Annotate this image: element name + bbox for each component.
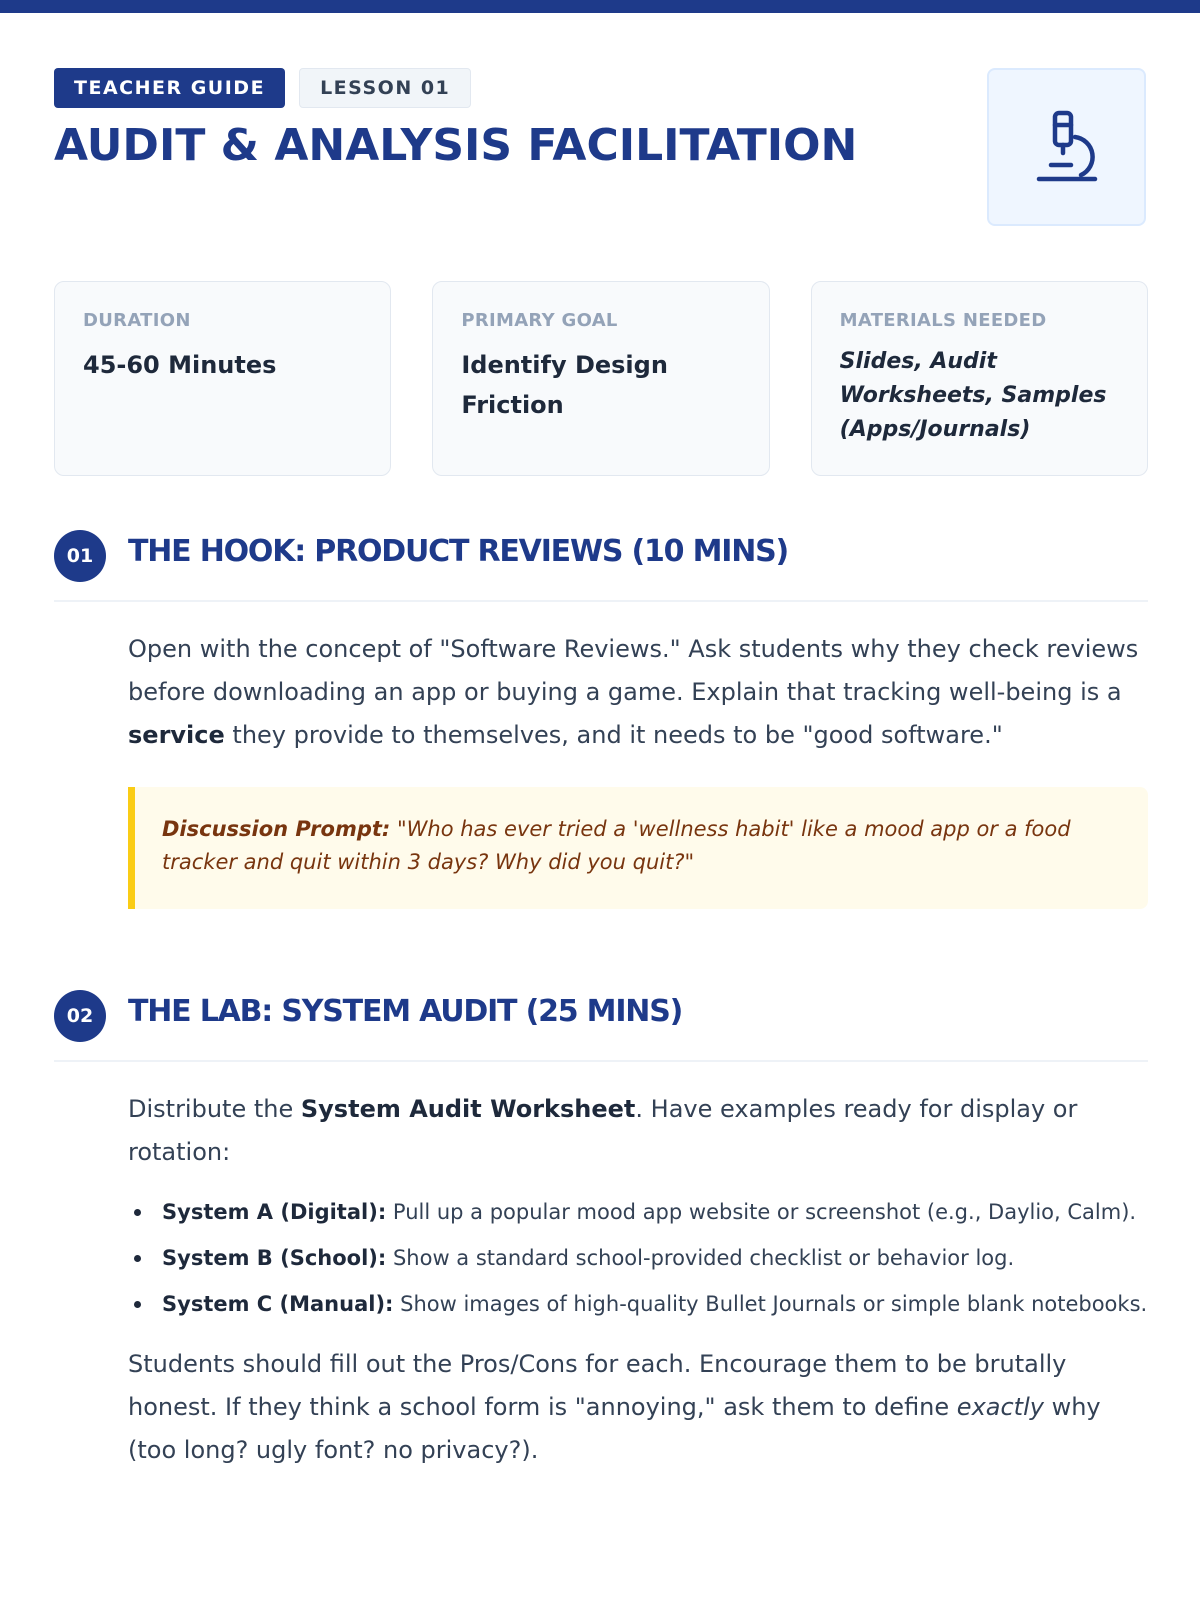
badge-group bbox=[54, 68, 471, 108]
section-lab bbox=[54, 990, 1148, 1472]
section-number-badge: 02 bbox=[54, 990, 106, 1042]
section-header bbox=[54, 990, 1148, 1062]
teacher-guide-page bbox=[54, 0, 1148, 1464]
section-title: THE HOOK: PRODUCT REVIEWS (10 MINS) bbox=[128, 534, 789, 569]
system-examples-list bbox=[128, 1196, 1148, 1321]
item-text: Show images of high-quality Bullet Journals or simple blank notebooks. bbox=[393, 1292, 1148, 1316]
card-label: DURATION bbox=[83, 310, 191, 331]
duration-card bbox=[54, 281, 391, 476]
primary-goal-card bbox=[432, 281, 769, 476]
emphasis-text: exactly bbox=[956, 1393, 1044, 1421]
section-header bbox=[54, 530, 1148, 602]
text-run: Students should fill out the Pros/Cons for each. Encourage them to be brutally honest. If they think a school form is "annoying," ask them to define bbox=[128, 1350, 1067, 1421]
callout-text: "Who has ever tried a 'wellness habit' like a mood app or a food tracker and quit within 3 days? Why did you quit?" bbox=[162, 817, 1071, 874]
section-number-badge: 01 bbox=[54, 530, 106, 582]
section-body bbox=[128, 628, 1148, 909]
section-title: THE LAB: SYSTEM AUDIT (25 MINS) bbox=[128, 994, 683, 1029]
callout-label: Discussion Prompt: bbox=[162, 817, 391, 841]
section-hook bbox=[54, 530, 1148, 909]
card-value: Slides, Audit Worksheets, Samples (Apps/Journals) bbox=[839, 349, 1107, 442]
discussion-prompt-callout bbox=[128, 787, 1148, 909]
list-item bbox=[128, 1242, 1148, 1275]
emphasis-text: service bbox=[128, 721, 225, 749]
list-item bbox=[128, 1288, 1148, 1321]
item-text: Show a standard school-provided checklist or behavior log. bbox=[386, 1246, 1015, 1270]
lesson-info-cards bbox=[54, 281, 1148, 476]
list-item bbox=[128, 1196, 1148, 1229]
bullet-dot bbox=[134, 1255, 141, 1262]
bullet-dot bbox=[134, 1209, 141, 1216]
lesson-badge: LESSON 01 bbox=[299, 68, 471, 108]
text-run: why (too long? ugly font? no privacy?). bbox=[128, 1393, 1101, 1464]
text-run: Open with the concept of "Software Reviews." Ask students why they check reviews before downloading an app or buying a game. Explain that tracking well-being is a bbox=[128, 635, 1139, 706]
page-header bbox=[54, 0, 1148, 240]
materials-card bbox=[811, 281, 1148, 476]
card-value: Identify Design Friction bbox=[461, 351, 668, 419]
item-label: System B (School): bbox=[162, 1246, 387, 1270]
microscope-icon bbox=[987, 68, 1146, 226]
section-paragraph bbox=[128, 1088, 1148, 1174]
emphasis-text: System Audit Worksheet bbox=[300, 1095, 636, 1123]
item-text: Pull up a popular mood app website or screenshot (e.g., Daylio, Calm). bbox=[386, 1200, 1137, 1224]
section-paragraph bbox=[128, 1343, 1148, 1472]
card-label: PRIMARY GOAL bbox=[461, 310, 618, 331]
teacher-guide-badge: TEACHER GUIDE bbox=[54, 68, 285, 108]
item-label: System C (Manual): bbox=[162, 1292, 394, 1316]
page-title: AUDIT & ANALYSIS FACILITATION bbox=[54, 120, 858, 171]
text-run: . Have examples ready for display or rotation: bbox=[128, 1095, 1078, 1166]
card-label: MATERIALS NEEDED bbox=[839, 310, 1047, 331]
text-run: they provide to themselves, and it needs to be "good software." bbox=[224, 721, 1003, 749]
section-body bbox=[128, 1088, 1148, 1472]
bullet-dot bbox=[134, 1301, 141, 1308]
card-value: 45-60 Minutes bbox=[83, 351, 277, 379]
section-paragraph bbox=[128, 628, 1148, 757]
text-run: Distribute the bbox=[128, 1095, 301, 1123]
item-label: System A (Digital): bbox=[162, 1200, 387, 1224]
